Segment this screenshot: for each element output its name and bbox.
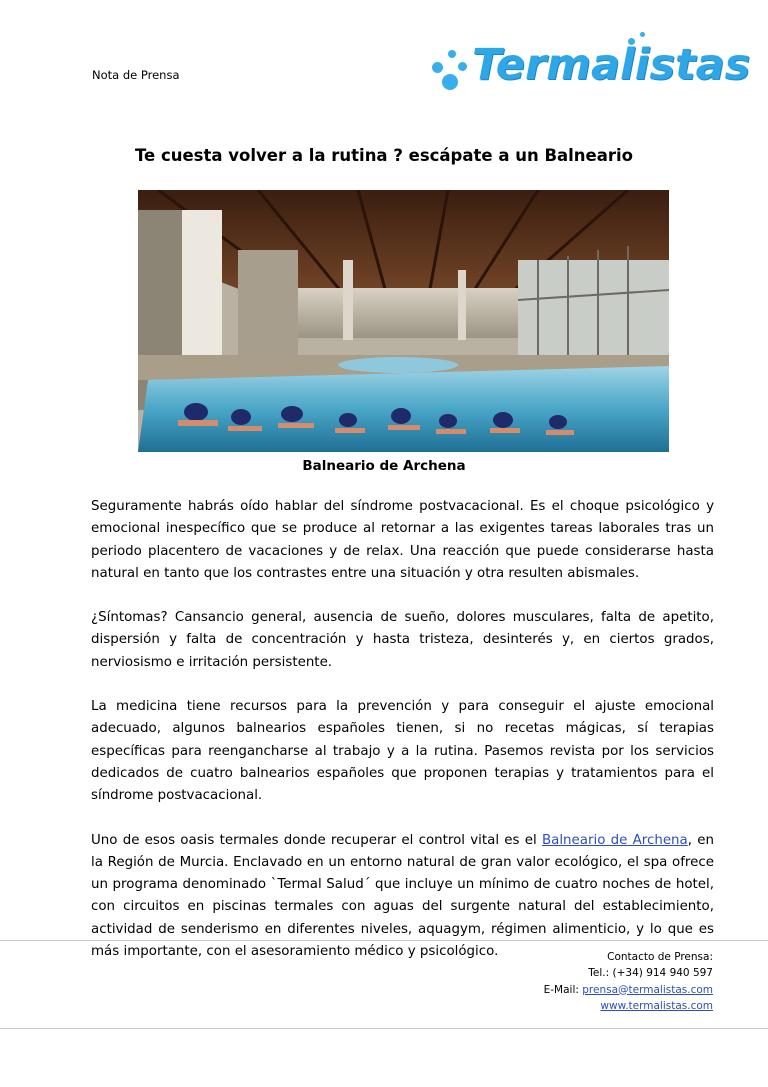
press-contact bbox=[544, 949, 713, 1014]
logo-bubble bbox=[442, 74, 458, 90]
article-body bbox=[91, 496, 714, 985]
paragraph-text: Uno de esos oasis termales donde recuperar el control vital es el bbox=[91, 832, 542, 848]
paragraph: La medicina tiene recursos para la prevención y para conseguir el ajuste emocional adecuado, algunos balnearios españoles tienen, si no recetas mágicas, sí terapias específicas para reengancharse al trabajo y a la rutina. Pasemos revista por los servicios dedicados de cuatro balnearios españoles que proponen terapias y tratamientos para el síndrome postvacacional. bbox=[91, 699, 714, 804]
page-bottom-divider bbox=[0, 1028, 768, 1029]
contact-phone: Tel.: (+34) 914 940 597 bbox=[588, 967, 713, 980]
spa-pool-photo bbox=[138, 190, 669, 452]
footer-divider bbox=[0, 940, 768, 941]
logo-wordmark: Termalistas bbox=[472, 40, 751, 90]
logo-bubble bbox=[458, 62, 467, 71]
contact-label: Contacto de Prensa: bbox=[607, 951, 713, 963]
document-type-label: Nota de Prensa bbox=[92, 68, 180, 82]
paragraph: ¿Síntomas? Cansancio general, ausencia de sueño, dolores musculares, falta de apetito, dispersión y falta de concentración y hasta tristeza, desinterés y, en ciertos grados, nerviosismo e irritación persistente. bbox=[91, 610, 714, 670]
paragraph bbox=[91, 830, 714, 964]
termalistas-logo bbox=[428, 34, 751, 102]
logo-bubble bbox=[432, 62, 443, 73]
photo-caption: Balneario de Archena bbox=[302, 458, 466, 474]
contact-email-row bbox=[544, 982, 713, 998]
balneario-archena-link[interactable]: Balneario de Archena bbox=[541, 832, 688, 848]
website-link[interactable]: www.termalistas.com bbox=[600, 999, 713, 1012]
page-title: Te cuesta volver a la rutina ? escápate a un Balneario bbox=[134, 146, 634, 165]
paragraph: Seguramente habrás oído hablar del síndrome postvacacional. Es el choque psicológico y emocional inespecífico que se produce al retornar a las exigentes tareas laborales tras un periodo placentero de vacaciones y de relax. Una reacción que puede considerarse hasta natural en tanto que los contrastes entre una situación y otra resulten abismales. bbox=[91, 499, 714, 581]
paragraph-text: , en la Región de Murcia. Enclavado en un entorno natural de gran valor ecológico, el spa ofrece un programa denominado `Termal Salud´ que incluye un mínimo de cuatro noches de hotel, con circuitos en piscinas termales con aguas del surgente natural del establecimiento, actividad de senderismo en diferentes niveles, aquagym, régimen alimenticio, y lo que es más importante, con el asesoramiento médico y psicológico. bbox=[91, 832, 714, 960]
email-link[interactable]: prensa@termalistas.com bbox=[582, 983, 713, 996]
email-label: E-Mail: bbox=[543, 983, 583, 996]
logo-bubble bbox=[640, 32, 645, 37]
logo-bubble bbox=[448, 50, 456, 58]
